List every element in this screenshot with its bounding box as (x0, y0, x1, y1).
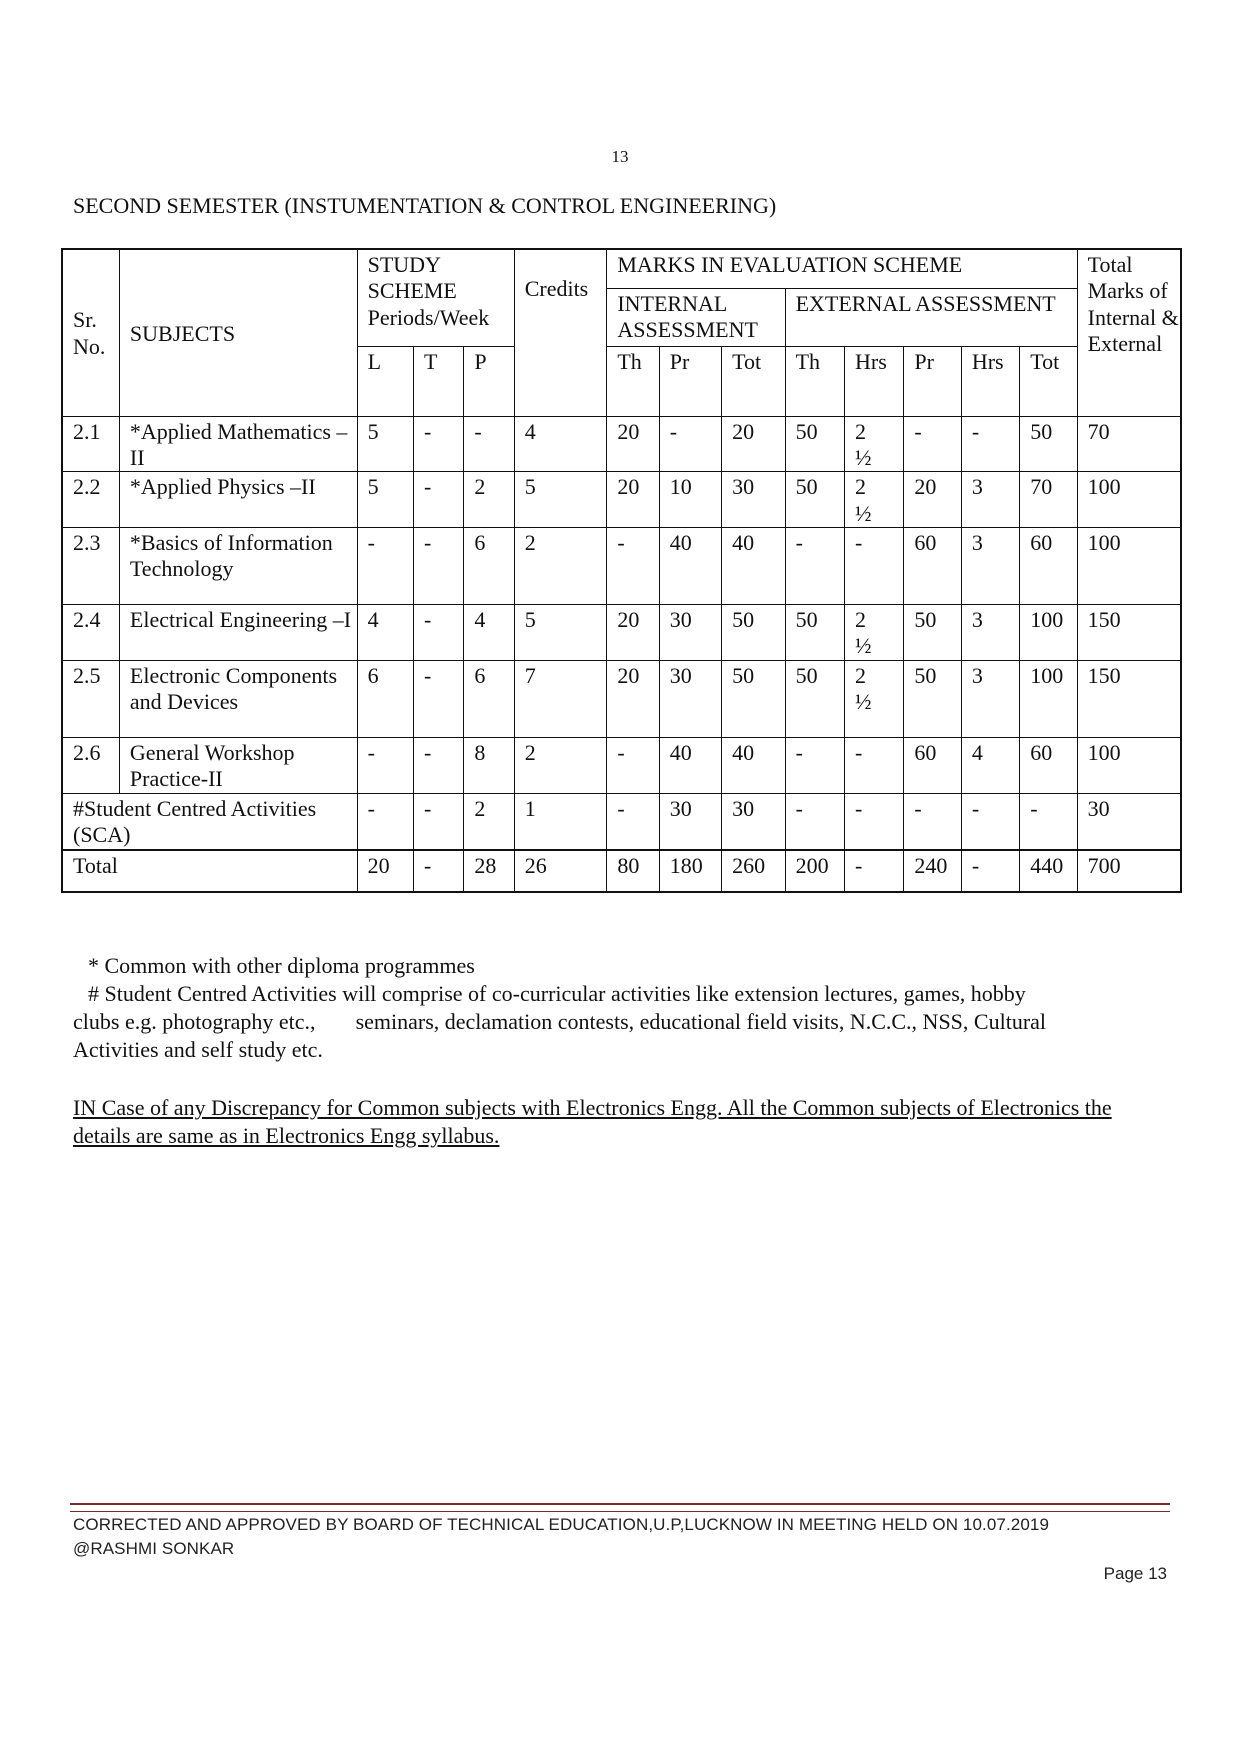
cell-sr: 2.6 (62, 737, 119, 793)
cell-p: 2 (464, 472, 514, 528)
cell-total: 100 (1077, 737, 1181, 793)
table-header (62, 249, 1181, 416)
footnote-hash-part-b: seminars, declamation contests, educational field visits, N.C.C., NSS, Cultural (355, 1008, 1047, 1034)
cell-int-th: 20 (607, 416, 659, 472)
table-row (62, 528, 1181, 605)
footer-divider (70, 1503, 1170, 1512)
cell-ext-tot: 100 (1020, 605, 1077, 661)
cell-t: - (413, 605, 463, 661)
sca-label: #Student Centred Activities (SCA) (62, 793, 357, 850)
cell-ext-hrs: - (845, 793, 904, 850)
cell-int-pr: 180 (659, 850, 721, 892)
header-ext-hrs: Hrs (845, 346, 904, 416)
cell-ext-pr: - (904, 416, 961, 472)
cell-l: 4 (357, 605, 413, 661)
footer-page-number: Page 13 (1103, 1564, 1167, 1583)
cell-ext-th: 50 (785, 660, 844, 737)
table-row (62, 472, 1181, 528)
cell-ext-th: 50 (785, 605, 844, 661)
cell-total: 100 (1077, 528, 1181, 605)
cell-int-th: - (607, 528, 659, 605)
cell-int-tot: 40 (722, 737, 785, 793)
footnote-hash-cont (73, 1008, 1173, 1036)
cell-p: 8 (464, 737, 514, 793)
cell-ext-pr: 50 (904, 660, 961, 737)
cell-ext-tot: 60 (1020, 528, 1077, 605)
cell-ext-pr: 20 (904, 472, 961, 528)
cell-credits: 7 (514, 660, 607, 737)
header-int-tot: Tot (722, 346, 785, 416)
cell-ext-th: - (785, 528, 844, 605)
header-ext-th: Th (785, 346, 844, 416)
footer-author: @RASHMI SONKAR (73, 1539, 235, 1558)
cell-ext-pr: 60 (904, 528, 961, 605)
cell-subject: *Applied Mathematics – II (119, 416, 357, 472)
cell-credits: 5 (514, 472, 607, 528)
cell-credits: 4 (514, 416, 607, 472)
cell-subject: Electronic Components and Devices (119, 660, 357, 737)
cell-int-tot: 50 (722, 605, 785, 661)
table-footer (62, 793, 1181, 892)
footnote-star: * Common with other diploma programmes (88, 953, 475, 978)
cell-ext-pr: - (904, 793, 961, 850)
cell-t: - (413, 793, 463, 850)
discrepancy-notice: IN Case of any Discrepancy for Common subjects with Electronics Engg. All the Common subjects of Electronics the details are same as in Electronics Engg syllabus. (73, 1095, 1112, 1148)
sca-row (62, 793, 1181, 850)
cell-ext-tot: 60 (1020, 737, 1077, 793)
cell-int-tot: 30 (722, 793, 785, 850)
cell-p: 6 (464, 660, 514, 737)
cell-sr: 2.1 (62, 416, 119, 472)
cell-ext-hrs: 2 ½ (845, 660, 904, 737)
cell-int-pr: 40 (659, 737, 721, 793)
cell-ext-hrs: - (845, 850, 904, 892)
cell-subject: Electrical Engineering –I (119, 605, 357, 661)
cell-int-pr: 40 (659, 528, 721, 605)
cell-ext-pr: 60 (904, 737, 961, 793)
cell-total: 150 (1077, 605, 1181, 661)
header-t: T (413, 346, 463, 416)
header-external-assessment: EXTERNAL ASSESSMENT (785, 288, 1077, 346)
cell-int-th: 20 (607, 660, 659, 737)
cell-ext-hrs: 2 ½ (845, 472, 904, 528)
header-ext-pr: Pr (904, 346, 961, 416)
cell-ext-tot: 50 (1020, 416, 1077, 472)
header-p: P (464, 346, 514, 416)
cell-subject: General Workshop Practice-II (119, 737, 357, 793)
footnote-hash-end: Activities and self study etc. (73, 1036, 323, 1062)
table-row (62, 416, 1181, 472)
cell-l: - (357, 793, 413, 850)
cell-ext-hrs2: 3 (961, 528, 1019, 605)
cell-ext-th: 50 (785, 416, 844, 472)
cell-ext-tot: 100 (1020, 660, 1077, 737)
header-total-marks: Total Marks of Internal & External (1077, 249, 1181, 416)
cell-l: - (357, 528, 413, 605)
cell-int-tot: 260 (722, 850, 785, 892)
cell-ext-tot: - (1020, 793, 1077, 850)
table-row (62, 605, 1181, 661)
header-l: L (357, 346, 413, 416)
footnote-hash-part-a: clubs e.g. photography etc., (73, 1008, 316, 1034)
header-study-scheme: STUDY SCHEME Periods/Week (357, 249, 514, 346)
cell-p: 2 (464, 793, 514, 850)
table-row (62, 737, 1181, 793)
cell-t: - (413, 850, 463, 892)
cell-credits: 1 (514, 793, 607, 850)
header-internal-assessment: INTERNAL ASSESSMENT (607, 288, 785, 346)
cell-total: 30 (1077, 793, 1181, 850)
cell-int-pr: 30 (659, 605, 721, 661)
cell-ext-hrs2: - (961, 793, 1019, 850)
header-ext-hrs: Hrs (961, 346, 1019, 416)
cell-sr: 2.3 (62, 528, 119, 605)
cell-p: - (464, 416, 514, 472)
cell-ext-hrs: 2 ½ (845, 605, 904, 661)
cell-sr: 2.5 (62, 660, 119, 737)
cell-int-th: - (607, 737, 659, 793)
cell-ext-hrs2: - (961, 850, 1019, 892)
cell-credits: 2 (514, 737, 607, 793)
cell-ext-pr: 240 (904, 850, 961, 892)
header-subjects: SUBJECTS (119, 249, 357, 416)
cell-l: 6 (357, 660, 413, 737)
cell-ext-th: - (785, 737, 844, 793)
cell-ext-th: 200 (785, 850, 844, 892)
cell-ext-tot: 440 (1020, 850, 1077, 892)
cell-ext-hrs: - (845, 528, 904, 605)
footnote-hash: # Student Centred Activities will comprise of co-curricular activities like extension lectures, games, hobby (88, 980, 1026, 1006)
cell-subject: *Basics of Information Technology (119, 528, 357, 605)
total-label: Total (62, 850, 357, 892)
evaluation-scheme-table (61, 248, 1182, 893)
footnotes (73, 952, 1173, 1064)
cell-int-pr: 10 (659, 472, 721, 528)
cell-int-tot: 20 (722, 416, 785, 472)
header-credits: Credits (514, 249, 607, 416)
cell-t: - (413, 660, 463, 737)
cell-credits: 26 (514, 850, 607, 892)
cell-int-pr: - (659, 416, 721, 472)
header-int-pr: Pr (659, 346, 721, 416)
cell-ext-hrs2: 3 (961, 605, 1019, 661)
cell-ext-tot: 70 (1020, 472, 1077, 528)
cell-t: - (413, 528, 463, 605)
cell-sr: 2.4 (62, 605, 119, 661)
cell-sr: 2.2 (62, 472, 119, 528)
page-title: SECOND SEMESTER (INSTUMENTATION & CONTROL ENGINEERING) (73, 193, 777, 218)
cell-int-tot: 40 (722, 528, 785, 605)
cell-p: 28 (464, 850, 514, 892)
cell-ext-th: - (785, 793, 844, 850)
cell-total: 100 (1077, 472, 1181, 528)
cell-ext-th: 50 (785, 472, 844, 528)
cell-total: 70 (1077, 416, 1181, 472)
cell-l: 5 (357, 416, 413, 472)
header-marks-scheme: MARKS IN EVALUATION SCHEME (607, 249, 1077, 288)
cell-ext-hrs2: - (961, 416, 1019, 472)
cell-int-tot: 30 (722, 472, 785, 528)
cell-p: 6 (464, 528, 514, 605)
cell-credits: 2 (514, 528, 607, 605)
cell-int-pr: 30 (659, 793, 721, 850)
cell-l: 5 (357, 472, 413, 528)
cell-l: 20 (357, 850, 413, 892)
cell-ext-hrs2: 4 (961, 737, 1019, 793)
cell-t: - (413, 472, 463, 528)
cell-total: 700 (1077, 850, 1181, 892)
top-page-number: 13 (611, 147, 629, 166)
cell-ext-hrs: 2 ½ (845, 416, 904, 472)
cell-total: 150 (1077, 660, 1181, 737)
total-row (62, 850, 1181, 892)
cell-int-th: 80 (607, 850, 659, 892)
cell-t: - (413, 737, 463, 793)
cell-subject: *Applied Physics –II (119, 472, 357, 528)
header-sr-no: Sr. No. (62, 249, 119, 416)
cell-int-th: 20 (607, 472, 659, 528)
header-int-th: Th (607, 346, 659, 416)
cell-credits: 5 (514, 605, 607, 661)
cell-ext-hrs2: 3 (961, 660, 1019, 737)
header-ext-tot: Tot (1020, 346, 1077, 416)
cell-int-tot: 50 (722, 660, 785, 737)
cell-l: - (357, 737, 413, 793)
cell-p: 4 (464, 605, 514, 661)
cell-int-pr: 30 (659, 660, 721, 737)
cell-t: - (413, 416, 463, 472)
subject-rows (62, 416, 1181, 793)
cell-ext-hrs: - (845, 737, 904, 793)
table-row (62, 660, 1181, 737)
cell-ext-hrs2: 3 (961, 472, 1019, 528)
cell-ext-pr: 50 (904, 605, 961, 661)
footer-approval: CORRECTED AND APPROVED BY BOARD OF TECHNICAL EDUCATION,U.P,LUCKNOW IN MEETING HELD ON 10.07.2019 (73, 1515, 1049, 1534)
cell-int-th: - (607, 793, 659, 850)
cell-int-th: 20 (607, 605, 659, 661)
